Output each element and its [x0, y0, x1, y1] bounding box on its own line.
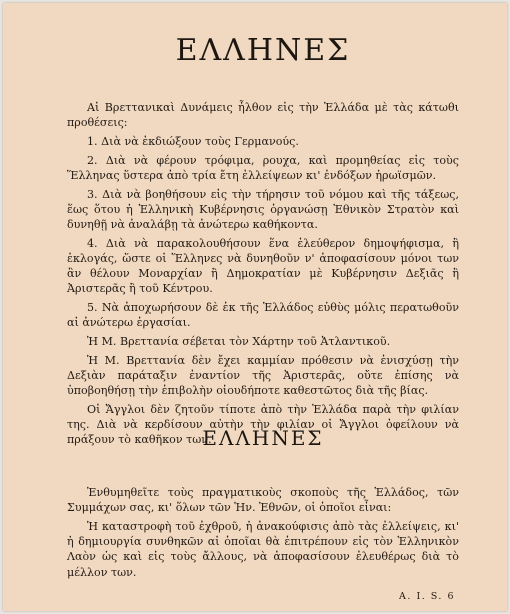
atlantic-charter-paragraph: Ἡ Μ. Βρεττανία σέβεται τὸν Χάρτην τοῦ Ἀτλαντικοῦ. [87, 334, 391, 348]
heading-bottom: ΕΛΛΗΝΕΣ [202, 426, 324, 450]
leaflet-page [3, 3, 507, 611]
intro-paragraph: Αἱ Βρεττανικαὶ Δυνάμεις ἦλθον εἰς τὴν Ἑλλάδα μὲ τὰς κάτωθι προθέσεις: [67, 101, 459, 130]
non-intervention-paragraph: Ἡ Μ. Βρεττανία δὲν ἔχει καμμίαν πρόθεσιν νὰ ἐνισχύσῃ τὴν Δεξιὰν παράταξιν ἐναντίον τῆς Ἀριστερᾶς, οὔτε ἐπίσης νὰ ὑποβοηθήσῃ τὴν ἐπιβολὴν οἱουδήποτε καθεστῶτος διὰ τῆς βίας. [67, 353, 459, 397]
paragraphs-top [67, 100, 459, 447]
intention-5: 5. Νὰ ἀποχωρήσουν δὲ ἐκ τῆς Ἑλλάδος εὐθὺς μόλις περατωθοῦν αἱ ἀνώτερω ἐργασίαι. [67, 300, 459, 330]
heading-top: ΕΛΛΗΝΕΣ [175, 33, 351, 68]
paragraphs-bottom [67, 485, 459, 580]
remember-paragraph: Ἐνθυμηθεῖτε τοὺς πραγματικοὺς σκοποὺς τῆς Ἑλλάδος, τῶν Συμμάχων σας, κι' ὅλων τῶν Ἡν. Ἐθνῶν, οἱ ὁποῖοι εἶναι: [67, 486, 459, 515]
intention-3: 3. Διὰ νὰ βοηθήσουν εἰς τὴν τήρησιν τοῦ νόμου καὶ τῆς τάξεως, ἕως ὅτου ἡ Ἑλληνικὴ Κυβέρνησις ὀργανώσῃ Ἐθνικὸν Στρατὸν καὶ δυνηθῇ νὰ ἀναλάβῃ τὰ ἀνώτερω καθήκοντα. [67, 187, 459, 231]
intention-1: 1. Διὰ νὰ ἐκδιώξουν τοὺς Γερμανούς. [87, 134, 299, 148]
friendship-paragraph: Οἱ Ἄγγλοι δὲν ζητοῦν τίποτε ἀπὸ τὴν Ἑλλάδα παρὰ τὴν φιλίαν της. Διὰ νὰ κερδίσουν αὐτὴν τὴν φιλίαν οἱ Ἄγγλοι ὀφείλουν νὰ πράξουν τὸ καθῆκον των. [67, 402, 459, 447]
aims-paragraph: Ἡ καταστροφὴ τοῦ ἐχθροῦ, ἡ ἀνακούφισις ἀπὸ τὰς ἐλλείψεις, κι' ἡ δημιουργία συνθηκῶν αἱ ὁποῖαι θὰ ἐπιτρέπουν εἰς τὸν Ἑλληνικὸν Λαὸν ὡς καὶ εἰς τοὺς ἄλλους, νὰ ἀποφασίσουν ἐλευθέρως διὰ τὸ μέλλον των. [67, 519, 459, 579]
leaflet-code: A. I. S. 6 [399, 591, 455, 602]
intention-4: 4. Διὰ νὰ παρακολουθήσουν ἕνα ἐλεύθερον δημοψήφισμα, ἢ ἐκλογάς, ὥστε οἱ Ἕλληνες νὰ δυνηθοῦν ν' ἀποφασίσουν μόνοι των ἂν θέλουν Μοναρχίαν ἢ Δημοκρατίαν μὲ Κυβέρνησιν Δεξιᾶς ἢ Ἀριστερᾶς ἢ τοῦ Κέντρου. [67, 236, 459, 296]
intention-2: 2. Διὰ νὰ φέρουν τρόφιμα, ρουχα, καὶ προμηθείας εἰς τοὺς Ἕλληνας ὕστερα ἀπὸ τρία ἔτη ἐλλείψεων κι' ἐνδόξων ἡρωϊσμῶν. [67, 153, 459, 182]
